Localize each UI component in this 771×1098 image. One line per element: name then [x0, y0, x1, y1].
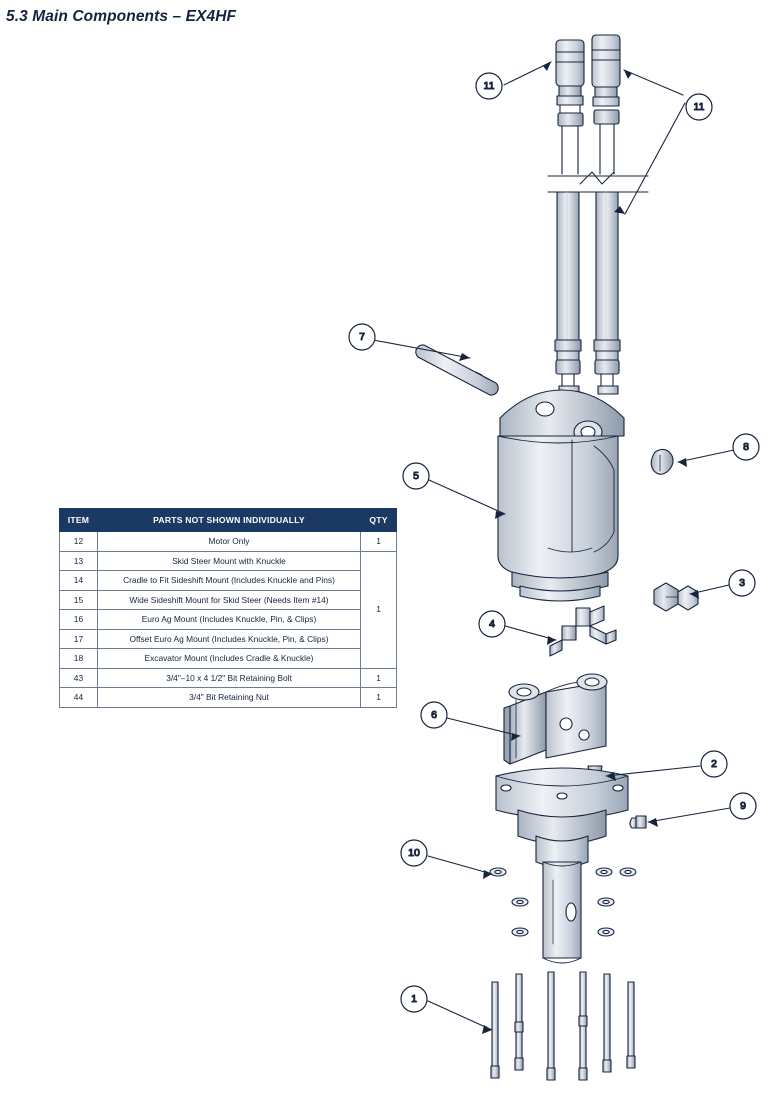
cell-qty: 1: [361, 532, 397, 552]
cell-item: 44: [60, 688, 98, 708]
gearbox-part-6: [504, 674, 607, 764]
cell-desc: 3/4"–10 x 4 1/2" Bit Retaining Bolt: [97, 668, 360, 688]
hydraulic-hose-assembly: [548, 35, 648, 394]
cell-desc: Offset Euro Ag Mount (Includes Knuckle, Pin, & Clips): [97, 629, 360, 649]
cell-desc: Wide Sideshift Mount for Skid Steer (Needs Item #14): [97, 590, 360, 610]
page-title: 5.3 Main Components – EX4HF: [6, 8, 237, 25]
callout-text-3: 3: [739, 577, 745, 589]
column-header-qty: QTY: [361, 509, 397, 532]
callout-text-1: 1: [411, 993, 417, 1005]
callout-text-2: 2: [711, 758, 717, 770]
cell-item: 12: [60, 532, 98, 552]
bolts-part-1: [491, 972, 635, 1080]
callout-text-11a: 11: [483, 80, 495, 92]
cell-qty: 1: [361, 688, 397, 708]
cell-desc: Cradle to Fit Sideshift Mount (Includes Knuckle and Pins): [97, 571, 360, 591]
callout-text-8: 8: [743, 441, 749, 453]
cell-desc: Motor Only: [97, 532, 360, 552]
cell-desc: 3/4" Bit Retaining Nut: [97, 688, 360, 708]
cell-item: 17: [60, 629, 98, 649]
clip-part-8: [651, 449, 673, 474]
fitting-part-3: [654, 583, 698, 611]
cell-qty: 1: [361, 551, 397, 668]
cell-item: 43: [60, 668, 98, 688]
callout-text-9: 9: [740, 800, 746, 812]
elbow-fittings-part-4: [550, 606, 616, 656]
column-header-description: PARTS NOT SHOWN INDIVIDUALLY: [97, 509, 360, 532]
cell-desc: Euro Ag Mount (Includes Knuckle, Pin, & Clips): [97, 610, 360, 630]
cell-desc: Skid Steer Mount with Knuckle: [97, 551, 360, 571]
cell-desc: Excavator Mount (Includes Cradle & Knuckle): [97, 649, 360, 669]
column-header-item: ITEM: [60, 509, 98, 532]
nut-part-9: [630, 816, 646, 828]
cell-item: 16: [60, 610, 98, 630]
cell-item: 15: [60, 590, 98, 610]
motor-housing-part-5: [498, 390, 624, 601]
callout-text-7: 7: [359, 331, 365, 343]
cell-item: 14: [60, 571, 98, 591]
cell-qty: 1: [361, 668, 397, 688]
pin-part-7: [416, 345, 498, 395]
callout-text-5: 5: [413, 470, 419, 482]
cell-item: 18: [60, 649, 98, 669]
callout-text-10: 10: [408, 847, 420, 859]
callout-text-11b: 11: [693, 101, 705, 113]
callout-text-6: 6: [431, 709, 437, 721]
callout-text-4: 4: [489, 618, 495, 630]
cell-item: 13: [60, 551, 98, 571]
